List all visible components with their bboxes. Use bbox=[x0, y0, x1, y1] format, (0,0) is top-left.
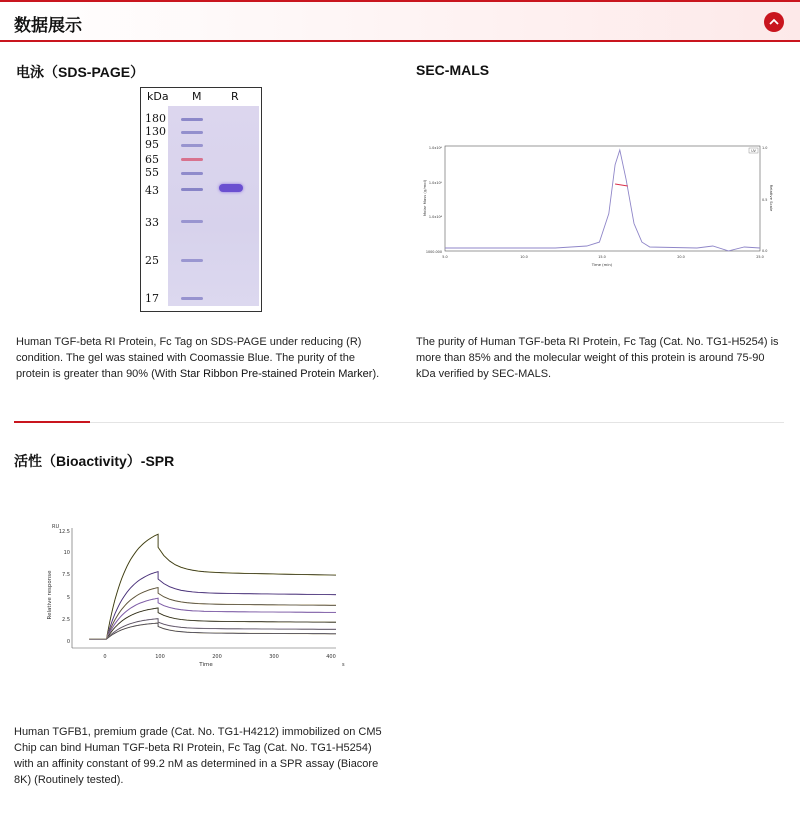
spr-fit-curve-conc3 bbox=[89, 588, 336, 640]
spr-title: 活性（Bioactivity）-SPR bbox=[14, 453, 175, 469]
spr-x-unit: s bbox=[342, 662, 345, 668]
gel-marker-label: 130 bbox=[145, 125, 166, 138]
spr-caption: Human TGFB1, premium grade (Cat. No. TG1-H4212) immobilized on CM5 Chip can bind Human TGF-beta RI Protein, Fc Tag (Cat. No. TG1-H5254) with an affinity constant of 99.2 nM as determined in a SPR assay (Biacore 8K) (Routinely tested). bbox=[14, 726, 382, 786]
sec-mals-right-tick: 0.5 bbox=[762, 198, 768, 202]
marker-band bbox=[181, 158, 203, 161]
sec-mals-title: SEC-MALS bbox=[416, 62, 490, 78]
sec-mals-legend: UV bbox=[751, 149, 756, 153]
marker-band bbox=[181, 297, 203, 300]
spr-unit-label: RU bbox=[52, 524, 60, 530]
sds-page-title: 电泳（SDS-PAGE） bbox=[16, 64, 145, 80]
spr-ylabel: Relative response bbox=[47, 570, 53, 620]
spr-y-tick: 7.5 bbox=[62, 572, 70, 578]
marker-band bbox=[181, 259, 203, 262]
sec-mals-caption: The purity of Human TGF-beta RI Protein, Fc Tag (Cat. No. TG1-H5254) is more than 85% and the molecular weight of this protein is around 75-90 kDa verified by SEC-MALS. bbox=[416, 336, 779, 380]
gel-marker-label: 180 bbox=[145, 112, 166, 125]
gel-marker-label: 25 bbox=[145, 254, 159, 267]
sec-mals-plot-frame bbox=[445, 146, 760, 251]
sec-mals-right-tick: 1.0 bbox=[762, 146, 768, 150]
sds-page-gel-image bbox=[140, 87, 262, 312]
marker-band bbox=[181, 172, 203, 175]
sec-mals-left-tick: 1.0x10⁶ bbox=[428, 146, 442, 150]
spr-x-tick: 100 bbox=[155, 654, 165, 660]
gel-lane-label-r: R bbox=[231, 90, 239, 103]
gel-marker-label: 43 bbox=[145, 184, 159, 197]
spr-curve-conc1 bbox=[89, 534, 336, 639]
sec-mals-x-tick: 15.0 bbox=[598, 255, 606, 259]
spr-x-tick: 400 bbox=[326, 654, 336, 660]
sec-mals-x-tick: 20.0 bbox=[677, 255, 685, 259]
spr-y-tick: 10 bbox=[63, 550, 70, 556]
section-header-title: 数据展示 bbox=[14, 16, 82, 35]
marker-band bbox=[181, 220, 203, 223]
chevron-up-icon bbox=[769, 18, 779, 26]
star-ribbon-marker-link[interactable]: Star Ribbon Pre-stained Protein Marker bbox=[179, 368, 373, 380]
sec-mals-left-tick: 1000.000 bbox=[425, 250, 442, 254]
sec-mals-xlabel: Time (min) bbox=[591, 262, 613, 267]
gel-marker-label: 65 bbox=[145, 153, 159, 166]
sds-page-caption bbox=[16, 334, 386, 382]
marker-band bbox=[181, 144, 203, 147]
section-header bbox=[0, 0, 800, 42]
section-divider-accent bbox=[14, 421, 90, 423]
spr-curve-conc3 bbox=[89, 588, 336, 640]
gel-unit-label: kDa bbox=[147, 90, 169, 103]
sec-mals-x-tick: 5.0 bbox=[442, 255, 448, 259]
spr-curves bbox=[89, 534, 336, 639]
gel-marker-label: 33 bbox=[145, 216, 159, 229]
marker-band bbox=[181, 118, 203, 121]
spr-fit-curve-conc1 bbox=[89, 534, 336, 639]
marker-band bbox=[181, 131, 203, 134]
spr-y-tick: 0 bbox=[66, 639, 70, 645]
gel-lane-label-m: M bbox=[192, 90, 202, 103]
spr-y-tick: 5 bbox=[66, 595, 70, 601]
spr-x-tick: 0 bbox=[103, 654, 107, 660]
gel-marker-label: 17 bbox=[145, 292, 159, 305]
sec-mals-x-tick: 25.0 bbox=[756, 255, 764, 259]
spr-x-tick: 300 bbox=[269, 654, 279, 660]
spr-y-tick: 2.5 bbox=[62, 617, 70, 623]
spr-x-tick: 200 bbox=[212, 654, 222, 660]
marker-band bbox=[181, 188, 203, 191]
spr-chart bbox=[44, 520, 354, 670]
gel-lane-area bbox=[168, 106, 259, 306]
gel-marker-label: 95 bbox=[145, 138, 159, 151]
spr-y-tick: 12.5 bbox=[58, 529, 70, 535]
sds-caption-text-2: ). bbox=[372, 368, 380, 380]
sec-mals-chart bbox=[420, 140, 775, 268]
gel-marker-label: 55 bbox=[145, 166, 159, 179]
collapse-button[interactable] bbox=[764, 12, 784, 32]
sec-mals-ylabel-left: Molar Mass (g/mol) bbox=[422, 179, 427, 217]
sample-band bbox=[219, 184, 243, 192]
sec-mals-x-tick: 10.0 bbox=[520, 255, 528, 259]
spr-xlabel: Time bbox=[199, 662, 213, 668]
sec-mals-ylabel-right: Relative Scale bbox=[769, 184, 774, 212]
sec-mals-right-tick: 0.0 bbox=[762, 249, 768, 253]
sec-mals-left-tick: 1.0x10⁵ bbox=[428, 181, 442, 185]
sds-caption-text-1: Human TGF-beta RI Protein, Fc Tag on SDS-PAGE under reducing (R) condition. The gel was stained with Coomassie Blue. The purity of the protein is greater than 90% (With bbox=[16, 336, 362, 380]
sec-mals-left-tick: 1.0x10⁴ bbox=[428, 215, 442, 219]
section-divider bbox=[14, 422, 784, 423]
